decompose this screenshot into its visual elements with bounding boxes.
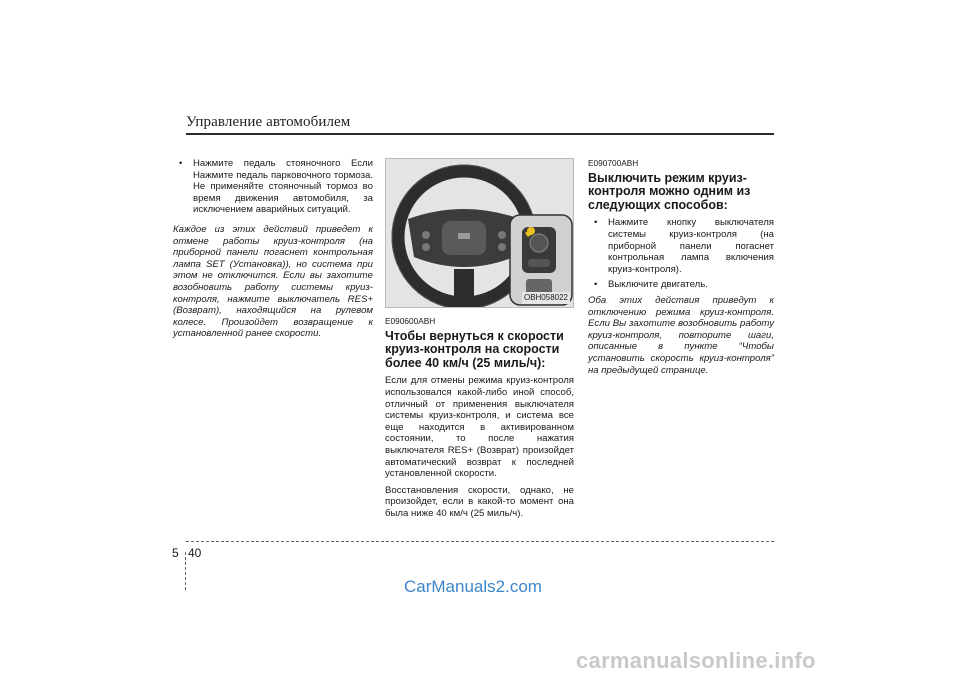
section-heading: Чтобы вернуться к скорости круиз-контроля на скорости более 40 км/ч (25 миль/ч): xyxy=(385,328,564,370)
paragraph-resume: Если для отмены режима круиз-контроля использовался какой-либо иной способ, отличный от применения выключателя системы круиз-контроля, и система все еще находится в активированном состоянии, то после нажатия выключателя RES+ (Возврат) произойдет автоматический возврат к последней установленной скорости. xyxy=(385,375,574,480)
header-rule xyxy=(186,133,774,135)
note-cancel-cruise: Каждое из этих действий приведет к отмене работы круиз-контроля (на приборной панели погаснет контрольная лампа SET (Установка)), но система при этом не отключится. Если вы захотите возобновить работу системы круиз-контроля, нажмите выключатель RES+ (Возврат), находящийся на рулевом колесе. Произойдет возвращение к установленной ранее скорости. xyxy=(173,223,373,340)
section-code: E090700ABH xyxy=(588,158,639,168)
column-left xyxy=(173,158,373,340)
figure-code: OBH058022 xyxy=(523,293,568,303)
section-code: E090600ABH xyxy=(385,316,436,326)
column-middle xyxy=(385,158,574,525)
page-number: 40 xyxy=(188,546,202,560)
watermark-carmanualsonline: carmanualsonline.info xyxy=(576,648,816,673)
header-title: Управление автомобилем xyxy=(186,114,351,130)
bullet-engine-off: • Выключите двигатель. xyxy=(588,279,774,291)
section-number: 5 xyxy=(172,546,179,560)
bullet-parking-brake: • Нажмите педаль стояночного Если Нажмите педаль парковочного тормоза. Не применяйте стояночный тормоз во время движения автомобиля, за исключением аварийных ситуаций. xyxy=(173,158,373,216)
column-right xyxy=(588,158,774,376)
footer-vertical-divider xyxy=(185,552,186,590)
footer-divider xyxy=(186,541,774,542)
steering-wheel-drawing xyxy=(386,159,574,308)
paragraph-speed-limit: Восстановления скорости, однако, не произойдет, если в какой-то момент она была ниже 40 км/ч (25 миль/ч). xyxy=(385,484,574,519)
bullet-press-switch: • Нажмите кнопку выключателя системы круиз-контроля (на приборной панели погаснет контрольная лампа включения круиз-контроля). xyxy=(588,217,774,275)
steering-wheel-illustration xyxy=(385,158,574,308)
note-restart-cruise: Оба этих действия приведут к отключению режима круиз-контроля. Если Вы захотите возобновить работу круиз-контроля, повторите шаги, описанные в пункте “Чтобы установить скорость круиз-контроля” на предыдущей странице. xyxy=(588,294,774,376)
watermark-carmanuals2[interactable]: CarManuals2.com xyxy=(404,577,542,596)
section-heading: Выключить режим круиз-контроля можно одним из следующих способов: xyxy=(588,170,751,212)
